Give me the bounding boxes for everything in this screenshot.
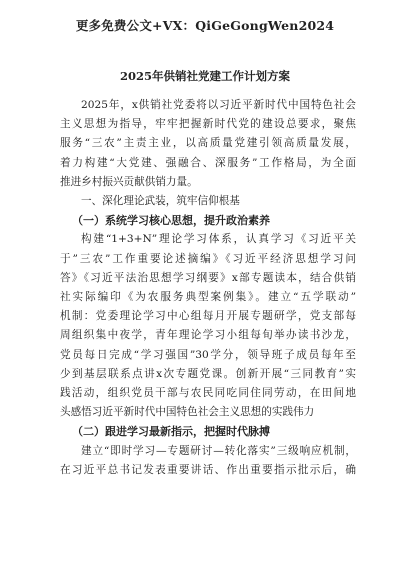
text-line: 践活动，组织党员干部与农民同吃同住同劳动，在田间地 (60, 387, 356, 400)
text-line: 少到基层联系点讲x次专题党课。创新开展“三同教育”实 (60, 367, 356, 380)
subsection-heading-text: （二）跟进学习最新指示，把握时代脉搏 (72, 425, 270, 439)
text-line: 着力构建“大党建、强融合、深服务”工作格局，为全面 (60, 156, 356, 169)
text-line: 建立“即时学习—专题研讨—转化落实”三级响应机制， (81, 444, 356, 457)
subsection-heading (60, 422, 356, 441)
text-line: 周组织集中夜学，青年理论学习小组每旬举办读书沙龙， (60, 329, 356, 342)
body-paragraph (60, 230, 356, 422)
text-line: 推进乡村振兴贡献供销力量。 (60, 175, 198, 188)
text-line: 2025年，x供销社党委将以习近平新时代中国特色社会 (81, 99, 356, 111)
section-heading (60, 192, 356, 211)
body-paragraph (60, 442, 356, 480)
text-line: 在习近平总书记发表重要讲话、作出重要指示批示后，确 (60, 463, 356, 476)
text-line: 答》《习近平法治思想学习纲要》x部专题读本，结合供销 (60, 271, 356, 284)
text-line: 服务“三农”主责主业，以高质量党建引领高质量发展， (60, 137, 356, 150)
text-line: 主义思想为指导，牢牢把握新时代党的建设总要求，聚焦 (60, 118, 356, 131)
promo-banner: 更多免费公文+VX：QiGeGongWen2024 (75, 18, 335, 33)
text-line: 于”三农”工作重要论述摘编》《习近平经济思想学习问 (60, 252, 356, 265)
text-line: 党员每日完成“学习强国”30学分，领导班子成员每年至 (60, 348, 356, 361)
text-line: 机制：党委理论学习中心组每月开展专题研学，党支部每 (60, 310, 356, 323)
subsection-heading (60, 211, 356, 230)
document-title: 2025年供销社党建工作计划方案 (119, 69, 290, 83)
subsection-heading-text: （一）系统学习核心思想，提升政治素养 (72, 214, 270, 228)
intro-paragraph (60, 96, 356, 192)
text-line: 社实际编印《为农服务典型案例集》。建立“五学联动” (60, 291, 356, 304)
section-heading-text: 一、深化理论武装，筑牢信仰根基 (81, 195, 240, 208)
document-body (60, 96, 356, 480)
text-line: 构建“1+3+N”理论学习体系，认真学习《习近平关 (81, 233, 356, 246)
text-line: 头感悟习近平新时代中国特色社会主义思想的实践伟力 (60, 406, 315, 419)
